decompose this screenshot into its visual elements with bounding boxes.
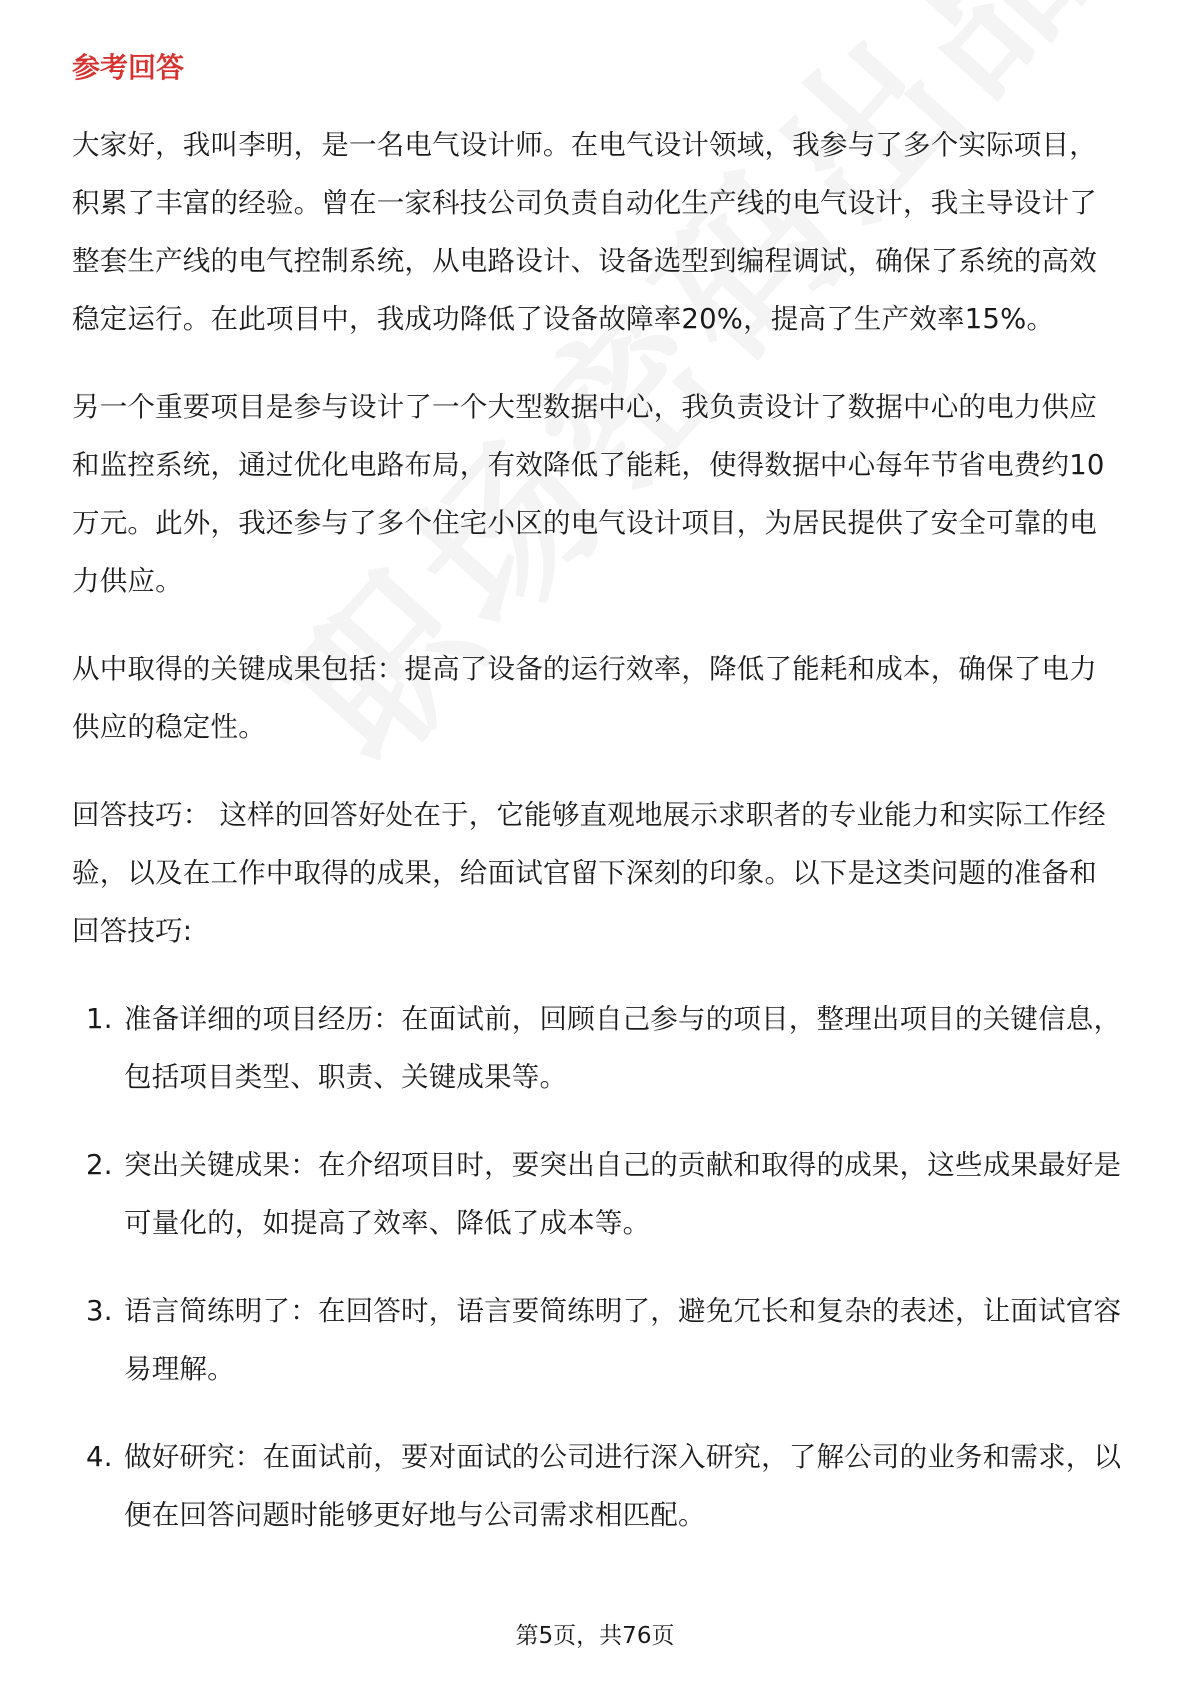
list-item-text: 突出关键成果：在介绍项目时，要突出自己的贡献和取得的成果，这些成果最好是可量化的，如提高了效率、降低了成本等。 bbox=[124, 1149, 1122, 1239]
list-item bbox=[72, 1282, 1122, 1398]
list-item bbox=[72, 990, 1122, 1106]
tips-list bbox=[72, 990, 1122, 1544]
list-item-text: 准备详细的项目经历：在面试前，回顾自己参与的项目，整理出项目的关键信息，包括项目类型、职责、关键成果等。 bbox=[124, 1003, 1122, 1093]
list-item bbox=[72, 1136, 1122, 1252]
page-number-footer: 第5页，共76页 bbox=[515, 1623, 675, 1649]
paragraph-tips-intro: 回答技巧： 这样的回答好处在于，它能够直观地展示求职者的专业能力和实际工作经验，以及在工作中取得的成果，给面试官留下深刻的印象。以下是这类问题的准备和回答技巧: bbox=[72, 799, 1106, 947]
list-item-number: 4. bbox=[86, 1441, 113, 1473]
list-item-number: 3. bbox=[86, 1295, 113, 1327]
section-title: 参考回答 bbox=[72, 51, 185, 84]
list-item bbox=[72, 1428, 1122, 1544]
list-item-text: 做好研究：在面试前，要对面试的公司进行深入研究，了解公司的业务和需求，以便在回答问题时能够更好地与公司需求相匹配。 bbox=[124, 1441, 1122, 1531]
answer-content bbox=[72, 116, 1122, 1574]
list-item-text: 语言简练明了：在回答时，语言要简练明了，避免冗长和复杂的表述，让面试官容易理解。 bbox=[124, 1295, 1122, 1385]
list-item-number: 2. bbox=[86, 1149, 113, 1181]
list-item-number: 1. bbox=[86, 1003, 113, 1035]
paragraph-project: 另一个重要项目是参与设计了一个大型数据中心，我负责设计了数据中心的电力供应和监控系统，通过优化电路布局，有效降低了能耗，使得数据中心每年节省电费约10万元。此外，我还参与了多个住宅小区的电气设计项目，为居民提供了安全可靠的电力供应。 bbox=[72, 391, 1105, 597]
paragraph-results: 从中取得的关键成果包括：提高了设备的运行效率，降低了能耗和成本，确保了电力供应的稳定性。 bbox=[72, 653, 1097, 743]
paragraph-intro: 大家好，我叫李明，是一名电气设计师。在电气设计领域，我参与了多个实际项目，积累了丰富的经验。曾在一家科技公司负责自动化生产线的电气设计，我主导设计了整套生产线的电气控制系统，从电路设计、设备选型到编程调试，确保了系统的高效稳定运行。在此项目中，我成功降低了设备故障率20%，提高了生产效率15%。 bbox=[72, 129, 1097, 335]
